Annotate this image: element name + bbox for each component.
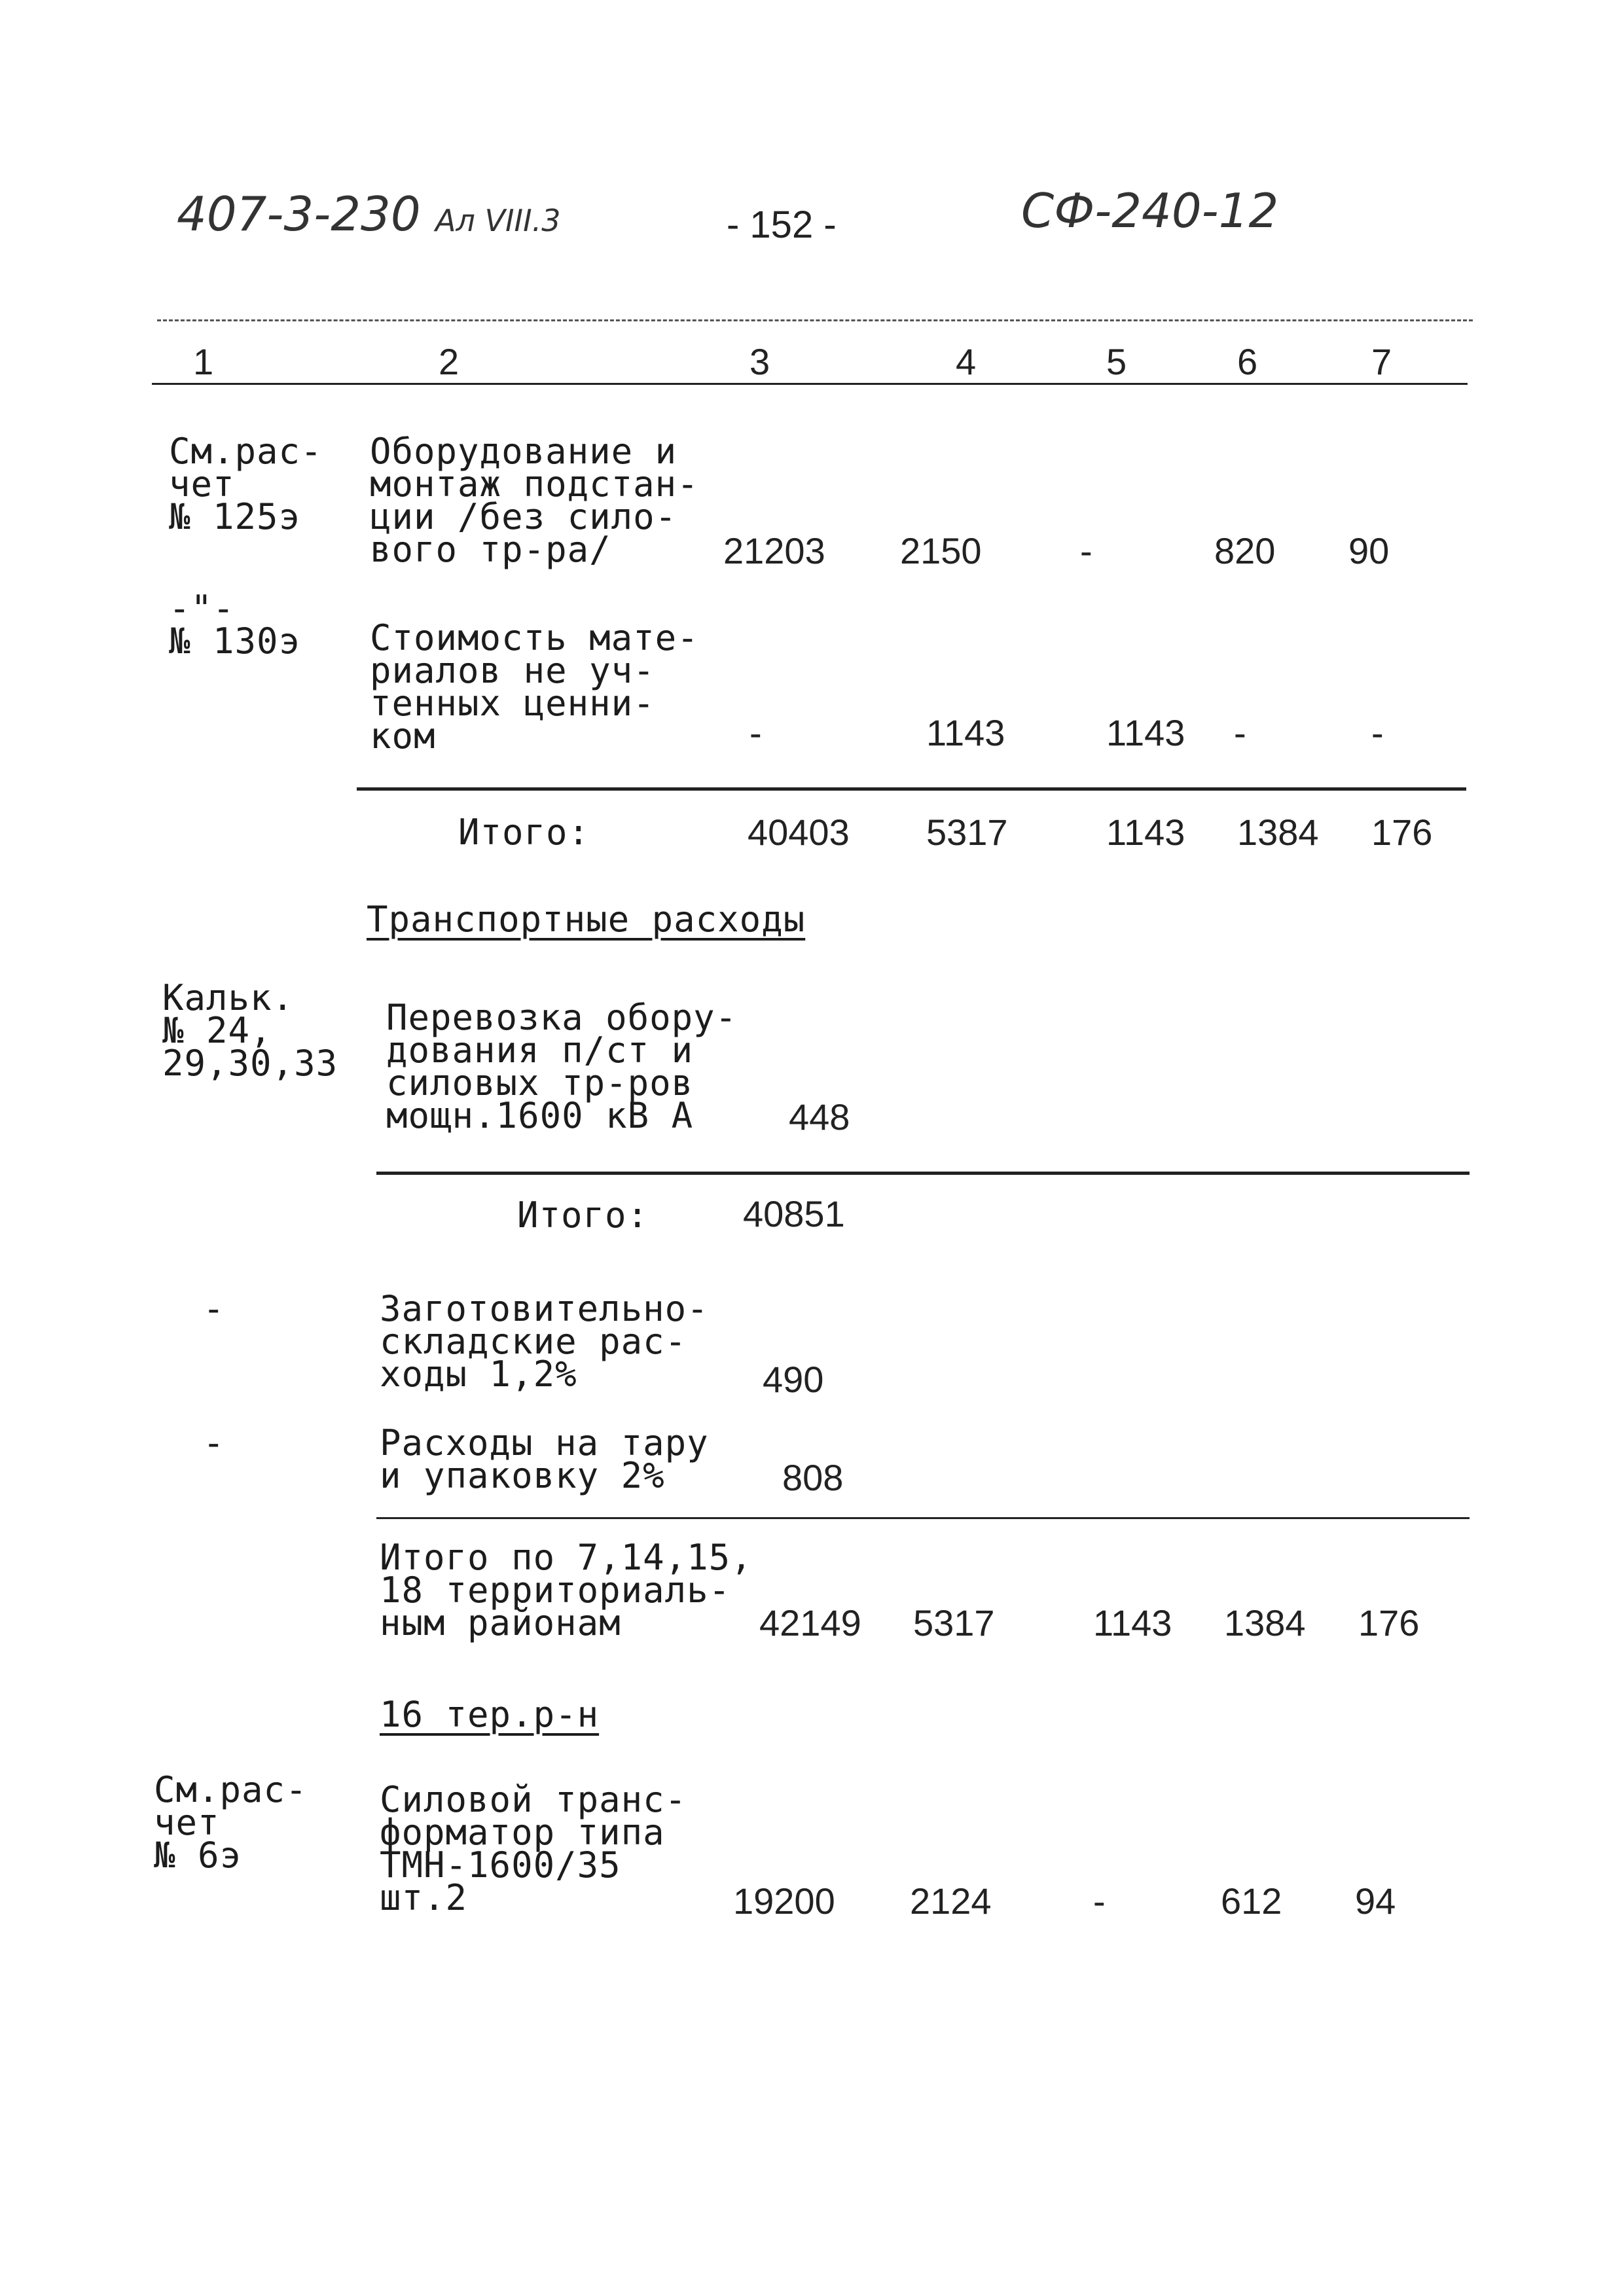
row-col6: 820: [1214, 530, 1276, 571]
total-col7: 176: [1371, 812, 1433, 853]
column-header-3: 3: [749, 341, 770, 382]
total-label: Итого:: [517, 1194, 649, 1236]
row-col4: 1143: [926, 712, 1005, 753]
row-col3: 448: [789, 1096, 850, 1138]
total-col7: 176: [1358, 1602, 1420, 1643]
row-col3: 21203: [723, 530, 825, 571]
column-header-2: 2: [439, 341, 460, 382]
column-header-4: 4: [956, 341, 977, 382]
total-col5: 1143: [1106, 812, 1185, 853]
subtotal-rule: [357, 787, 1466, 791]
row-reference: См.рас- чет № 125э: [169, 431, 323, 537]
row-col3: 19200: [733, 1880, 835, 1922]
total-col3: 40403: [748, 812, 850, 853]
album-ref: Ал VIII.3: [435, 203, 561, 238]
row-col4: 2150: [900, 530, 982, 571]
total-col3: 42149: [759, 1602, 861, 1643]
column-header-5: 5: [1106, 341, 1127, 382]
doc-code-left: 407-3-230: [177, 187, 421, 242]
row-col4: 2124: [910, 1880, 992, 1922]
total-col3: 40851: [743, 1193, 845, 1234]
row-col3: 808: [782, 1457, 844, 1498]
section-heading-region: 16 тер.р-н: [380, 1694, 600, 1735]
row-reference: Кальк. № 24, 29,30,33: [162, 977, 338, 1084]
row-description: Оборудование и монтаж подстан- ции /без сило- вого тр-ра/: [370, 431, 699, 570]
row-col6: -: [1234, 712, 1246, 753]
total-description: Итого по 7,14,15, 18 территориаль- ным районам: [380, 1537, 753, 1643]
total-col4: 5317: [926, 812, 1008, 853]
row-col5: 1143: [1106, 712, 1185, 753]
total-col5: 1143: [1093, 1602, 1172, 1643]
row-col7: -: [1371, 712, 1384, 753]
total-col6: 1384: [1224, 1602, 1306, 1643]
row-col5: -: [1093, 1880, 1106, 1922]
row-description: Перевозка обору- дования п/ст и силовых тр-ров мощн.1600 кВ А: [386, 997, 738, 1136]
total-col4: 5317: [913, 1602, 995, 1643]
header-bottom-rule: [152, 383, 1468, 385]
column-header-1: 1: [193, 341, 214, 382]
row-description: Силовой транс- форматор типа ТМН-1600/35 шт.2: [380, 1779, 687, 1918]
header-top-rule: [157, 319, 1473, 321]
total-col6: 1384: [1237, 812, 1319, 853]
column-header-7: 7: [1371, 341, 1392, 382]
row-col7: 90: [1348, 530, 1390, 571]
column-header-6: 6: [1237, 341, 1258, 382]
doc-code-right: СФ-240-12: [1021, 183, 1279, 238]
row-reference: -"- № 130э: [169, 588, 301, 662]
page-number: - 152 -: [727, 204, 837, 246]
row-description: Расходы на тару и упаковку 2%: [380, 1422, 709, 1496]
row-col5: -: [1080, 530, 1092, 571]
section-heading-transport: Транспортные расходы: [367, 899, 806, 940]
row-col3: 490: [763, 1359, 824, 1400]
row-reference: -: [203, 1288, 225, 1329]
row-description: Заготовительно- складские рас- ходы 1,2%: [380, 1288, 709, 1395]
subtotal-rule: [376, 1517, 1470, 1519]
row-col6: 612: [1221, 1880, 1282, 1922]
row-reference: -: [203, 1422, 225, 1463]
total-label: Итого:: [458, 812, 590, 853]
row-description: Стоимость мате- риалов не уч- тенных ценни- ком: [370, 617, 699, 757]
row-col3: -: [749, 712, 762, 753]
row-reference: См.рас- чет № 6э: [154, 1769, 308, 1876]
subtotal-rule: [376, 1172, 1470, 1175]
row-col7: 94: [1355, 1880, 1396, 1922]
